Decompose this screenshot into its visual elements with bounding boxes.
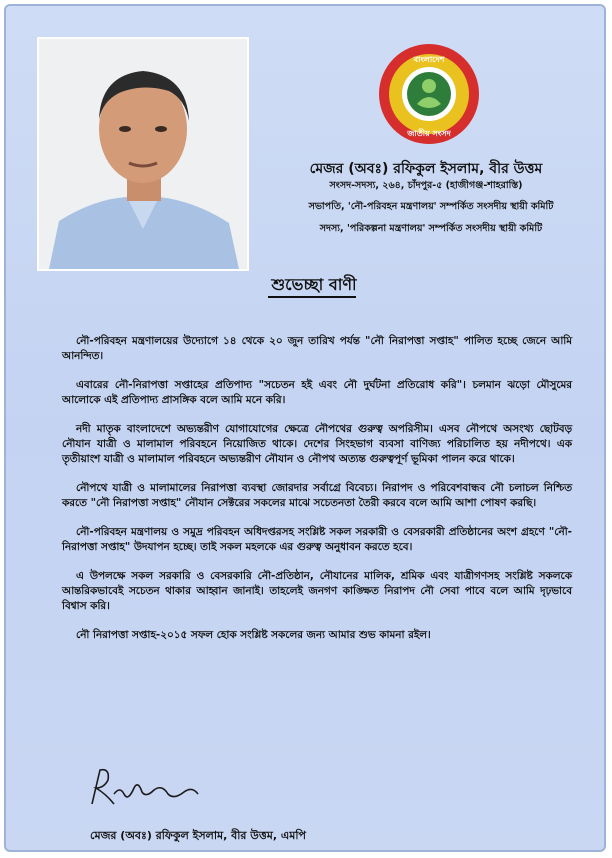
title-underline	[268, 296, 356, 298]
paragraph: নৌপথে যাত্রী ও মালামালের নিরাপত্তা ব্যবস্থা জোরদার সর্বাগ্রে বিবেচ্য। নিরাপদ ও পরিবেশবান্ধব নৌ চলাচল নিশ্চিত করতে "নৌ নিরাপত্তা সপ্তাহ" নৌযান সেক্টরের সকলের মাঝে সচেতনতা তৈরী করবে বলে আমি আশা পোষণ করছি।	[62, 482, 572, 509]
member-role-chair: সভাপতি, 'নৌ-পরিবহন মন্ত্রণালয়' সম্পর্কিত সংসদীয় স্থায়ী কমিটি	[308, 201, 554, 212]
message-card	[4, 4, 606, 852]
signature	[84, 764, 204, 810]
portrait-illustration	[39, 39, 247, 269]
member-constituency: সংসদ-সদস্য, ২৬৪, চাঁদপুর-৫ (হাজীগঞ্জ-শাহরাস্তি)	[329, 180, 523, 191]
paragraph: নদী মাতৃক বাংলাদেশে অভ্যন্তরীণ যোগাযোগের ক্ষেত্রে নৌপথের গুরুত্ব অপরিসীম। এসব নৌপথে অসংখ্য ছোটবড় নৌযান যাত্রী ও মালামাল পরিবহনে নিয়োজিত থাকে। দেশের সিংহভাগ ব্যবসা বাণিজ্য পরিচালিত হয় নদীপথে। এক তৃতীয়াংশ যাত্রী ও মালামাল পরিবহনে অভ্যন্তরীণ নৌযান ও নৌপথ অত্যন্ত গুরুত্বপূর্ণ ভূমিকা পালন করে থাকে।	[62, 423, 572, 465]
message-body	[62, 334, 572, 657]
paragraph: নৌ-পরিবহন মন্ত্রণালয় ও সমুদ্র পরিবহন অধিদপ্তরসহ সংশ্লিষ্ট সকল সরকারী ও বেসরকারী প্রতিষ্ঠানের অংশ গ্রহণে "নৌ-নিরাপত্তা সপ্তাহ" উদযাপন হচ্ছে। তাই সকল মহলকে এর গুরুত্ব অনুধাবন করতে হবে।	[62, 526, 572, 553]
paragraph: এ উপলক্ষে সকল সরকারি ও বেসরকারি নৌ-প্রতিষ্ঠান, নৌযানের মালিক, শ্রমিক এবং যাত্রীগণসহ সংশ্লিষ্ট সকলকে আন্তরিকভাবেই সচেতন থাকার আহ্বান জানাই। তাহলেই জনগণ কাঙ্ক্ষিত নিরাপদ নৌ সেবা পাবে বলে আমি দৃঢ়ভাবে বিশ্বাস করি।	[62, 570, 572, 612]
parliament-logo	[377, 42, 481, 146]
logo-bottom-text: জাতীয় সংসদ	[407, 129, 451, 138]
portrait-photo	[37, 37, 249, 271]
member-name: মেজর (অবঃ) রফিকুল ইসলাম, বীর উত্তম	[309, 161, 543, 177]
paragraph: নৌ নিরাপত্তা সপ্তাহ-২০১৫ সফল হোক সংশ্লিষ্ট সকলের জন্য আমার শুভ কামনা রইল।	[76, 629, 431, 641]
member-role-member: সদস্য, 'পরিকল্পনা মন্ত্রণালয়' সম্পর্কিত সংসদীয় স্থায়ী কমিটি	[319, 223, 543, 234]
paragraph: নৌ-পরিবহন মন্ত্রণালয়ের উদ্যোগে ১৪ থেকে ২০ জুন তারিখ পর্যন্ত "নৌ নিরাপত্তা সপ্তাহ" পালিত হচ্ছে জেনে আমি আনন্দিত।	[62, 335, 572, 362]
message-title: শুভেচ্ছা বাণী	[271, 275, 357, 294]
logo-top-text: বাংলাদেশ	[413, 55, 445, 64]
signer-name: মেজর (অবঃ) রফিকুল ইসলাম, বীর উত্তম, এমপি	[90, 829, 306, 842]
paragraph: এবারের নৌ-নিরাপত্তা সপ্তাহের প্রতিপাদ্য "সচেতন হই এবং নৌ দুর্ঘটনা প্রতিরোধ করি"। চলমান ঝড়ো মৌসুমের আলোকে এই প্রতিপাদ্য প্রাসঙ্গিক বলে আমি মনে করি।	[62, 379, 572, 406]
